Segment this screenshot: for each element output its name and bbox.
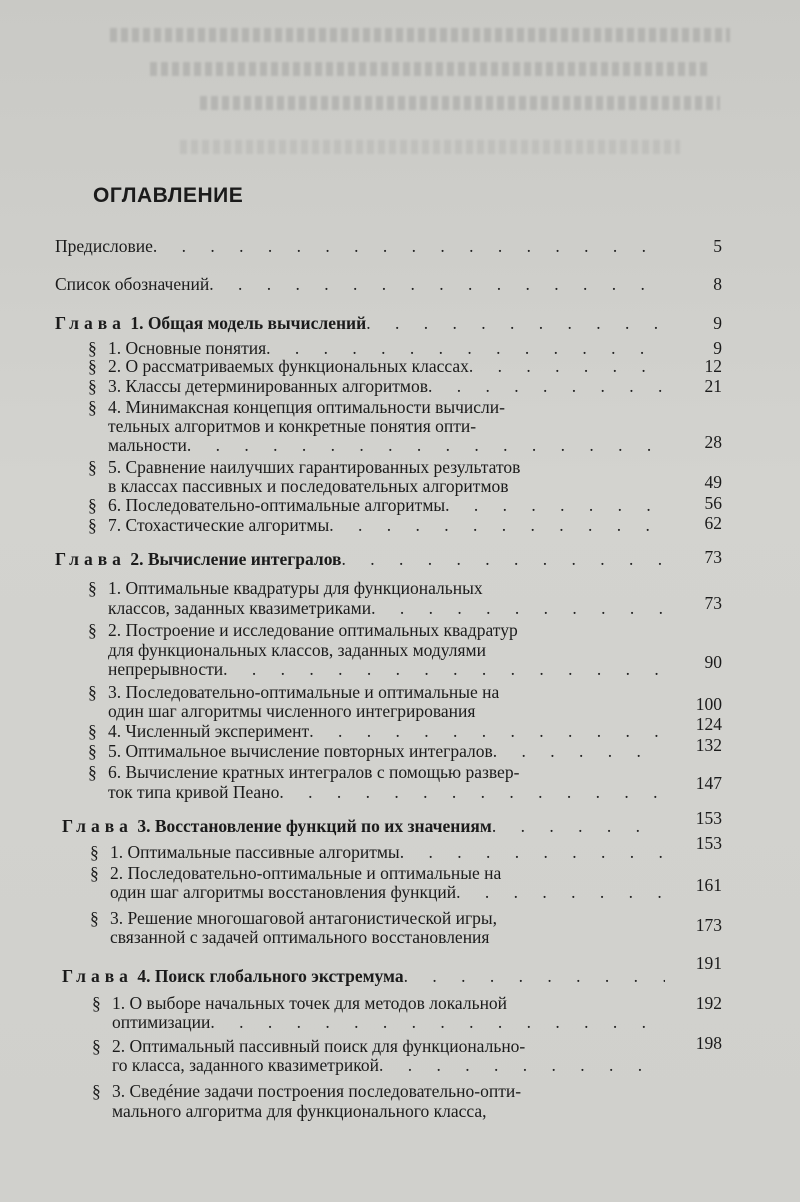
toc-section (90, 863, 665, 883)
page-title: ОГЛАВЛЕНИЕ (93, 184, 244, 207)
section-sign: § (92, 1081, 101, 1101)
toc-section (88, 376, 665, 396)
section-sign: § (88, 682, 97, 702)
section-sign: § (88, 620, 97, 640)
toc-section-continuation (110, 927, 665, 947)
page-number: 9 (713, 313, 722, 333)
page-number: 90 (704, 652, 722, 672)
toc-section (88, 457, 665, 477)
page-number: 161 (695, 875, 722, 895)
dot-leader (400, 842, 665, 862)
toc-section-continuation (112, 1101, 665, 1121)
section-title: 2. Последовательно-оптимальные и оптимальные на (110, 863, 502, 883)
section-sign: § (88, 376, 97, 396)
dot-leader (329, 515, 665, 535)
section-title: ток типа кривой Пеано (108, 782, 280, 802)
dot-leader (371, 598, 665, 618)
section-title: оптимизации (112, 1012, 211, 1032)
toc-section (88, 620, 665, 640)
page-number: 21 (704, 376, 722, 396)
chapter-title: 4. Поиск глобального экстремума (137, 966, 404, 986)
page-number: 5 (713, 236, 722, 256)
section-title: связанной с задачей оптимального восстановления (110, 927, 490, 947)
section-title: тельных алгоритмов и конкретные понятия опти- (108, 416, 477, 436)
page-number: 62 (704, 513, 722, 533)
page-number: 132 (695, 735, 722, 755)
toc-section (88, 762, 665, 782)
toc-chapter-1 (55, 313, 665, 333)
section-title: 4. Численный эксперимент (108, 721, 310, 741)
chapter-title: 1. Общая модель вычислений (130, 313, 367, 333)
toc-section (88, 495, 665, 515)
toc-section (90, 842, 665, 862)
section-title: го класса, заданного квазиметрикой (112, 1055, 379, 1075)
dot-leader (187, 435, 665, 455)
section-title: 2. Построение и исследование оптимальных квадратур (108, 620, 518, 640)
section-title: классов, заданных квазиметриками (108, 598, 372, 618)
dot-leader (366, 313, 665, 333)
section-sign: § (88, 762, 97, 782)
toc-section-continuation (110, 882, 665, 902)
dot-leader (404, 966, 665, 986)
toc-section-continuation (108, 476, 665, 496)
section-title: 3. Классы детерминированных алгоритмов (108, 376, 428, 396)
page-number: 153 (695, 833, 722, 853)
section-title: 1. Оптимальные пассивные алгоритмы (110, 842, 400, 862)
section-sign: § (92, 1036, 101, 1056)
toc-section (88, 356, 665, 376)
page-number: 49 (704, 472, 722, 492)
section-title: 1. Оптимальные квадратуры для функциональных (108, 578, 483, 598)
chapter-prefix: Глава (55, 549, 126, 569)
section-title: мального алгоритма для функционального класса, (112, 1101, 487, 1121)
section-title: 1. Основные понятия (108, 338, 267, 358)
toc-section (88, 515, 665, 535)
section-sign: § (88, 397, 97, 417)
dot-leader (428, 376, 665, 396)
page-number: 153 (695, 808, 722, 828)
page-number: 173 (695, 915, 722, 935)
dot-leader (341, 549, 665, 569)
page-number: 100 (695, 694, 722, 714)
toc-chapter-2 (55, 549, 665, 569)
section-sign: § (92, 993, 101, 1013)
toc-section-continuation (112, 1055, 665, 1075)
chapter-title: 2. Вычисление интегралов (130, 549, 342, 569)
toc-section (92, 1081, 665, 1101)
toc-chapter-4 (62, 966, 665, 986)
page-number: 8 (713, 274, 722, 294)
toc-section (88, 741, 665, 761)
section-title: 3. Последовательно-оптимальные и оптимальные на (108, 682, 500, 702)
section-sign: § (90, 863, 99, 883)
dot-leader (469, 356, 665, 376)
dot-leader (266, 338, 665, 358)
section-sign: § (90, 842, 99, 862)
chapter-prefix: Глава (62, 816, 133, 836)
section-title: 5. Сравнение наилучших гарантированных результатов (108, 457, 521, 477)
toc-section-continuation (112, 1012, 665, 1032)
section-title: в классах пассивных и последовательных алгоритмов (108, 476, 509, 496)
section-sign: § (88, 356, 97, 376)
dot-leader (153, 236, 665, 256)
section-title: 7. Стохастические алгоритмы (108, 515, 330, 535)
section-sign: § (88, 457, 97, 477)
section-title: 6. Вычисление кратных интегралов с помощью развер- (108, 762, 520, 782)
section-sign: § (88, 741, 97, 761)
dot-leader (456, 882, 665, 902)
dot-leader (309, 721, 665, 741)
section-sign: § (88, 721, 97, 741)
toc-entry-preface (55, 236, 665, 256)
toc-section (88, 397, 665, 417)
section-title: мальности (108, 435, 187, 455)
toc-section-continuation (108, 416, 665, 436)
toc-section-continuation (108, 435, 665, 455)
section-title: 1. О выборе начальных точек для методов локальной (112, 993, 508, 1013)
section-sign: § (90, 908, 99, 928)
toc-section (92, 1036, 665, 1056)
toc-section (88, 682, 665, 702)
page-number: 124 (695, 714, 722, 734)
page-number: 73 (704, 593, 722, 613)
toc-chapter-3 (62, 816, 665, 836)
section-title: 3. Решение многошаговой антагонистической игры, (110, 908, 497, 928)
page-number: 198 (695, 1033, 722, 1053)
chapter-prefix: Глава (55, 313, 126, 333)
dot-leader (210, 1012, 665, 1032)
dot-leader (223, 659, 665, 679)
toc-section (88, 578, 665, 598)
section-title: 3. Сведéние задачи построения последовательно-опти- (112, 1081, 522, 1101)
toc-section (88, 338, 665, 358)
toc-section-continuation (108, 598, 665, 618)
toc-section (90, 908, 665, 928)
section-title: 2. Оптимальный пассивный поиск для функционально- (112, 1036, 526, 1056)
toc-section-continuation (108, 782, 665, 802)
toc-section-continuation (108, 659, 665, 679)
dot-leader (279, 782, 665, 802)
toc-section-continuation (108, 701, 665, 721)
dot-leader (493, 741, 665, 761)
entry-label: Список обозначений (55, 274, 210, 294)
section-sign: § (88, 578, 97, 598)
page-number: 73 (704, 547, 722, 567)
chapter-title: 3. Восстановление функций по их значениям (137, 816, 492, 836)
section-title: 4. Минимаксная концепция оптимальности вычисли- (108, 397, 505, 417)
section-title: 6. Последовательно-оптимальные алгоритмы (108, 495, 446, 515)
dot-leader (209, 274, 665, 294)
page-number: 12 (704, 356, 722, 376)
dot-leader (379, 1055, 665, 1075)
section-sign: § (88, 338, 97, 358)
toc-section (88, 721, 665, 741)
section-sign: § (88, 515, 97, 535)
dot-leader (492, 816, 665, 836)
section-title: непрерывности (108, 659, 224, 679)
section-title: для функциональных классов, заданных модулями (108, 640, 487, 660)
page-number: 9 (713, 338, 722, 358)
section-title: 2. О рассматриваемых функциональных классах (108, 356, 469, 376)
page-number: 147 (695, 773, 722, 793)
chapter-prefix: Глава (62, 966, 133, 986)
page-number: 56 (704, 493, 722, 513)
entry-label: Предисловие (55, 236, 153, 256)
page-number: 192 (695, 993, 722, 1013)
page-number: 191 (695, 953, 722, 973)
toc-entry-notation (55, 274, 665, 294)
page-number: 28 (704, 432, 722, 452)
section-sign: § (88, 495, 97, 515)
section-title: 5. Оптимальное вычисление повторных интегралов (108, 741, 493, 761)
section-title: один шаг алгоритмы численного интегрирования (108, 701, 476, 721)
toc-section-continuation (108, 640, 665, 660)
dot-leader (445, 495, 665, 515)
toc-section (92, 993, 665, 1013)
section-title: один шаг алгоритмы восстановления функций (110, 882, 457, 902)
